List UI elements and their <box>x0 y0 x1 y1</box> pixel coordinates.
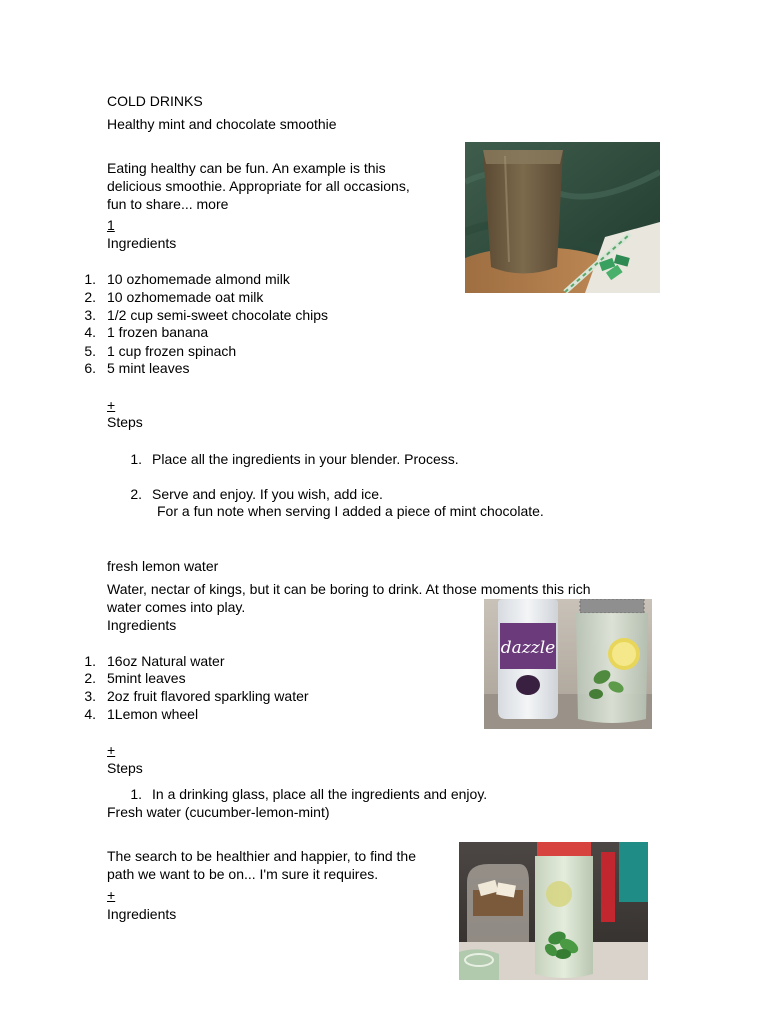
section-title: COLD DRINKS <box>107 93 203 109</box>
list-number: 3. <box>84 307 96 323</box>
recipe-3-title: Fresh water (cucumber-lemon-mint) <box>107 804 330 820</box>
recipe-2-desc-line-1: Water, nectar of kings, but it can be boring to drink. At those moments this rich <box>107 581 591 597</box>
recipe-1-marker-link[interactable]: 1 <box>107 217 115 233</box>
recipe-2-ingredients-heading: Ingredients <box>107 617 177 633</box>
list-number: 3. <box>84 688 96 704</box>
list-item: 5mint leaves <box>107 670 186 686</box>
recipe-1-desc-line-1: Eating healthy can be fun. An example is this <box>107 160 386 176</box>
list-item: 16oz Natural water <box>107 653 225 669</box>
list-item: 1 cup frozen spinach <box>107 343 237 359</box>
list-item: 1/2 cup semi-sweet chocolate chips <box>107 307 328 323</box>
list-number: 1. <box>130 451 142 467</box>
cucumber-water-photo <box>459 842 648 980</box>
recipe-1-step-2: Serve and enjoy. If you wish, add ice. <box>152 486 383 502</box>
recipe-2-steps-heading: Steps <box>107 760 143 776</box>
bottle-label-text: dazzle <box>500 638 556 658</box>
recipe-3-desc-line-2: path we want to be on... I'm sure it requires. <box>107 866 379 882</box>
recipe-2-step-1: In a drinking glass, place all the ingredients and enjoy. <box>152 786 488 802</box>
recipe-2-title: fresh lemon water <box>107 558 219 574</box>
recipe-1-step-note: For a fun note when serving I added a piece of mint chocolate. <box>157 503 544 519</box>
list-number: 4. <box>84 324 96 340</box>
list-number: 2. <box>130 486 142 502</box>
list-number: 6. <box>84 360 96 376</box>
list-number: 4. <box>84 706 96 722</box>
recipe-1-desc-line-3[interactable]: fun to share... more <box>107 196 229 212</box>
list-number: 1. <box>84 271 96 287</box>
list-number: 5. <box>84 343 96 359</box>
recipe-1-desc-line-2: delicious smoothie. Appropriate for all occasions, <box>107 178 410 194</box>
list-number: 2. <box>84 289 96 305</box>
list-number: 1. <box>84 653 96 669</box>
recipe-3-expand-plus[interactable]: + <box>107 887 116 903</box>
recipe-1-title: Healthy mint and chocolate smoothie <box>107 116 337 132</box>
list-item: 2oz fruit flavored sparkling water <box>107 688 309 704</box>
lemon-water-photo <box>484 599 652 729</box>
list-number: 2. <box>84 670 96 686</box>
list-item: 1 frozen banana <box>107 324 209 340</box>
recipe-1-steps-heading: Steps <box>107 414 143 430</box>
recipe-1-step-1: Place all the ingredients in your blender. Process. <box>152 451 459 467</box>
recipe-3-ingredients-heading: Ingredients <box>107 906 177 922</box>
recipe-3-desc-line-1: The search to be healthier and happier, to find the <box>107 848 416 864</box>
recipe-1-ingredients-heading: Ingredients <box>107 235 177 251</box>
list-number: 1. <box>130 786 142 802</box>
recipe-2-expand-plus[interactable]: + <box>107 742 116 758</box>
recipe-2-desc-line-2: water comes into play. <box>107 599 246 615</box>
list-item: 10 ozhomemade oat milk <box>107 289 264 305</box>
smoothie-photo <box>465 142 660 293</box>
recipe-1-expand-plus[interactable]: + <box>107 397 116 413</box>
list-item: 10 ozhomemade almond milk <box>107 271 290 287</box>
list-item: 1Lemon wheel <box>107 706 199 722</box>
list-item: 5 mint leaves <box>107 360 190 376</box>
